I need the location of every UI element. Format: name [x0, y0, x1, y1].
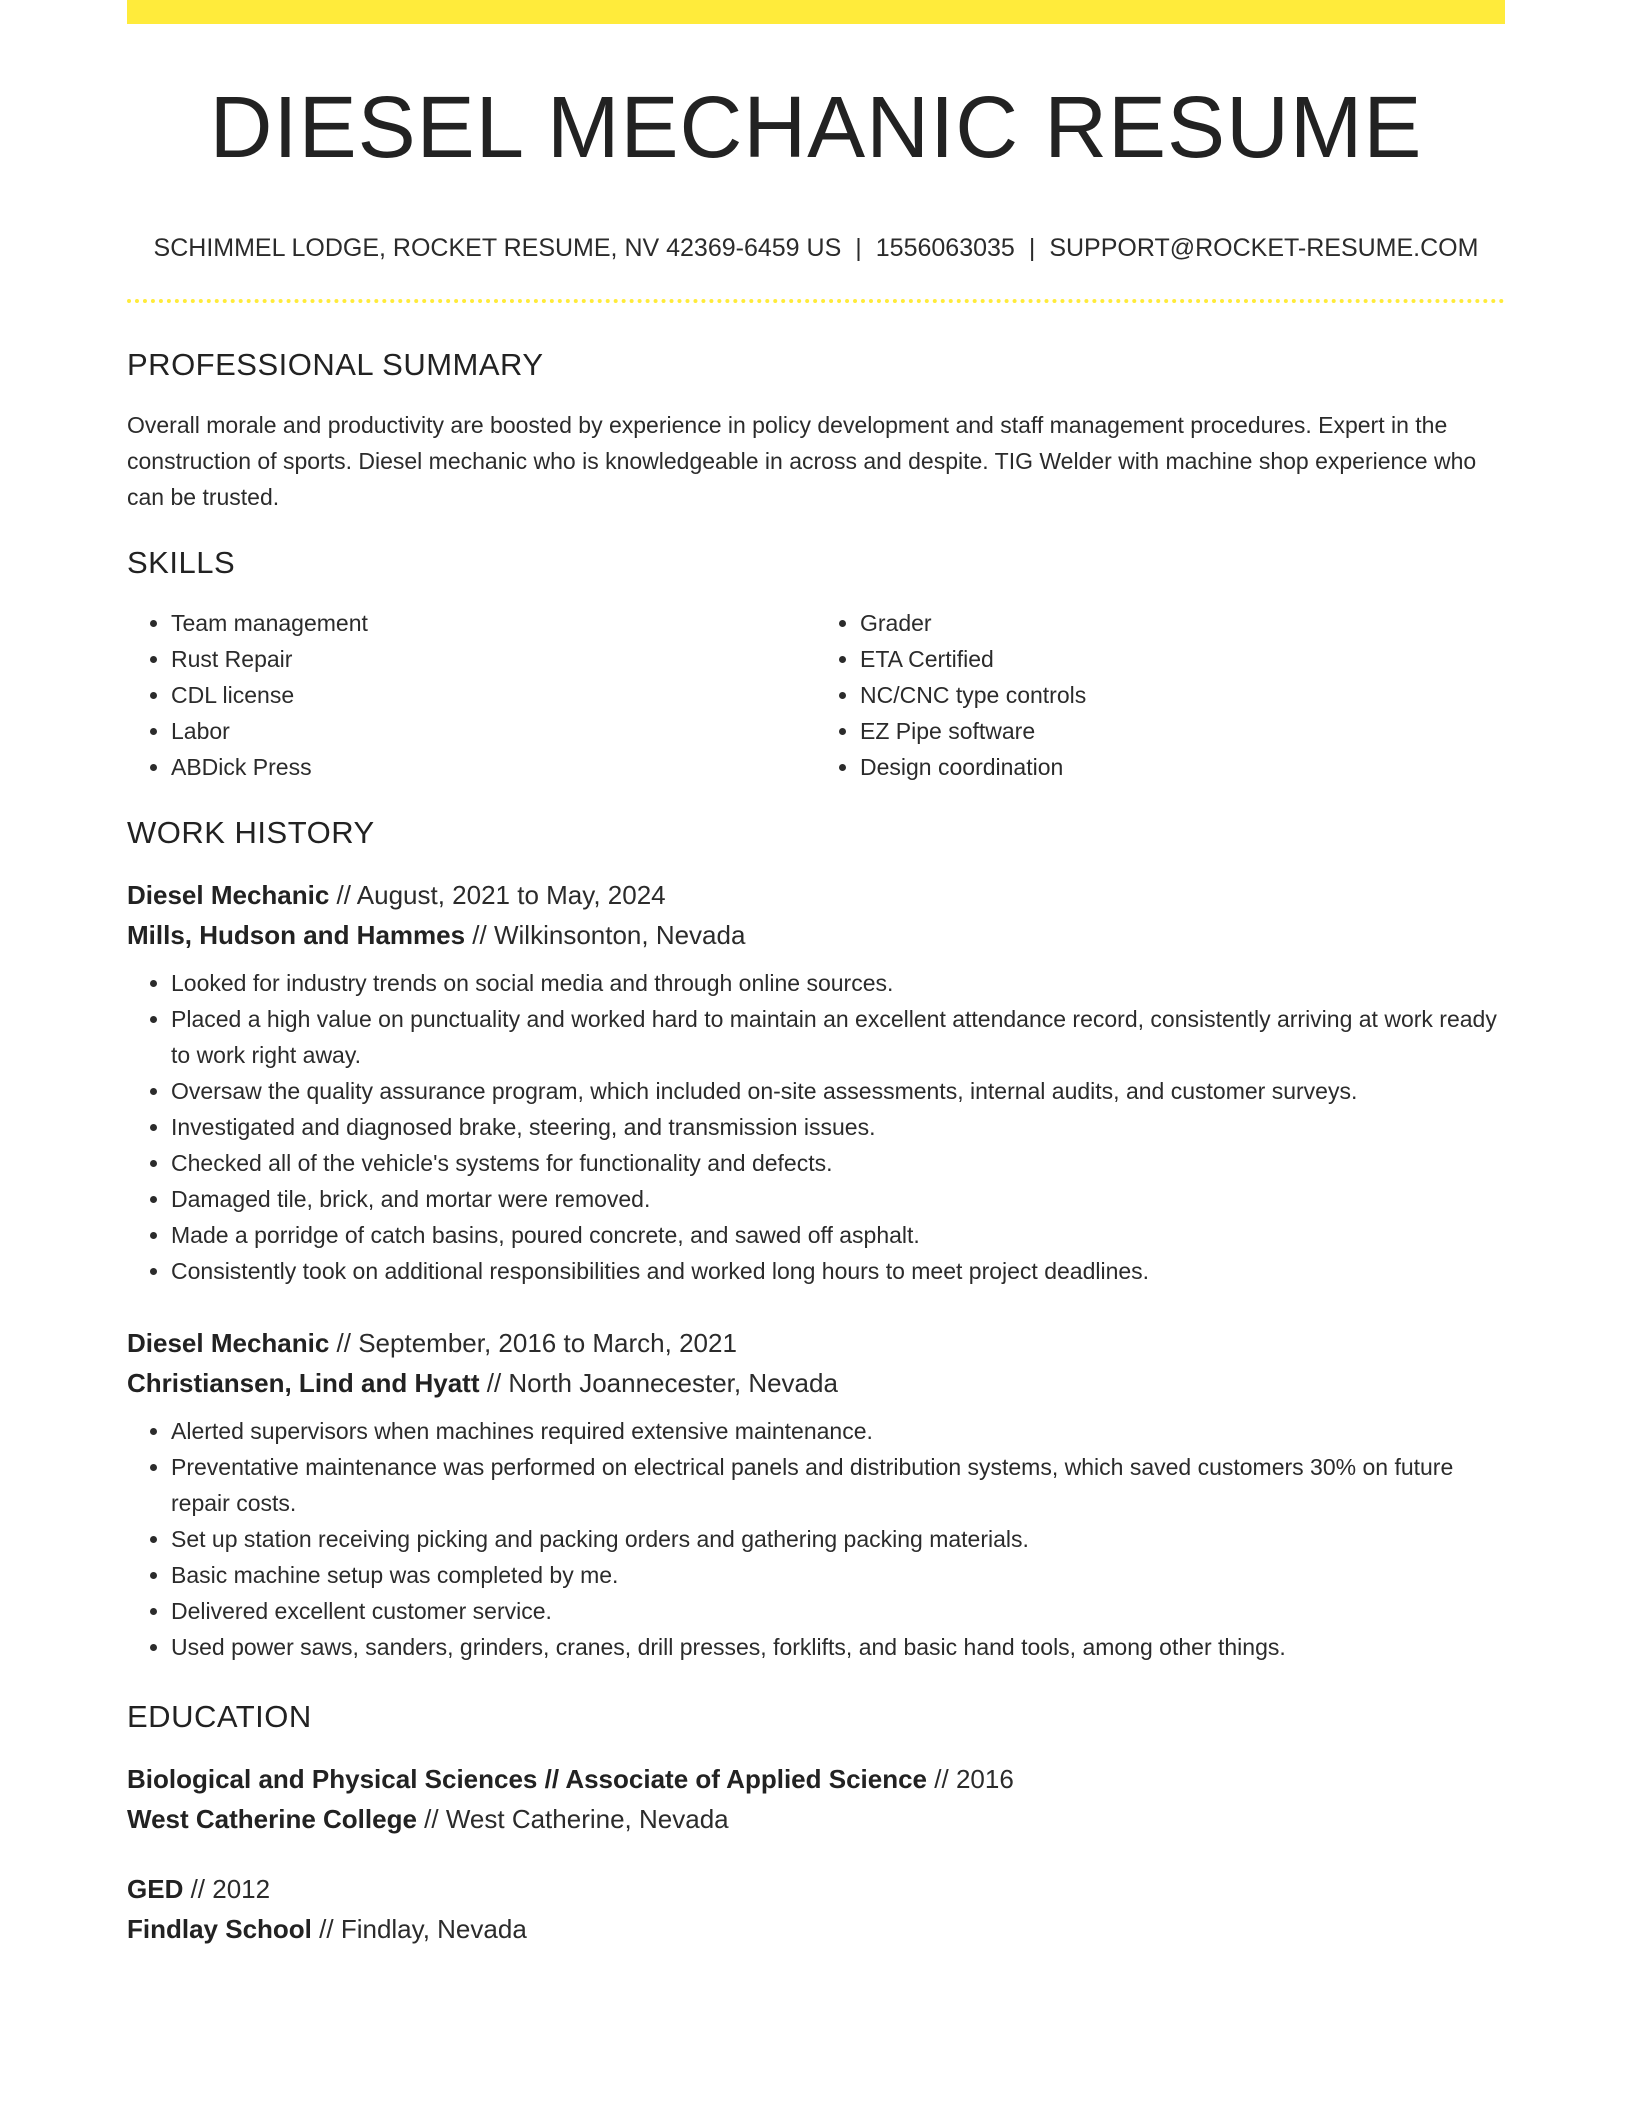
job-company: Christiansen, Lind and Hyatt	[127, 1367, 480, 1398]
skills-grid	[127, 605, 1505, 785]
education-year: 2012	[212, 1873, 271, 1904]
job-company-line	[127, 1363, 1505, 1403]
education-school: West Catherine College	[127, 1803, 417, 1834]
resume-title: DIESEL MECHANIC RESUME	[209, 79, 1423, 176]
dotted-divider	[127, 299, 1505, 303]
education-school: Findlay School	[127, 1913, 312, 1944]
job-bullets	[127, 965, 1505, 1289]
education-separator: //	[311, 1913, 341, 1944]
contact-address: SCHIMMEL LODGE, ROCKET RESUME, NV 42369-6459 US	[153, 233, 842, 262]
education-separator: //	[183, 1873, 213, 1904]
job-bullet: • Basic machine setup was completed by me.	[171, 1557, 1505, 1593]
skill-item: • Grader	[860, 605, 1505, 641]
contact-email: SUPPORT@ROCKET-RESUME.COM	[1049, 233, 1479, 262]
education-degree-line	[127, 1869, 1505, 1909]
job-separator: //	[329, 879, 357, 910]
job-title-line	[127, 1323, 1505, 1363]
job-company-line	[127, 915, 1505, 955]
job-bullet: • Alerted supervisors when machines required extensive maintenance.	[171, 1413, 1505, 1449]
skill-item: • CDL license	[171, 677, 816, 713]
job-bullet: • Looked for industry trends on social media and through online sources.	[171, 965, 1505, 1001]
education-heading: EDUCATION	[127, 1698, 312, 1734]
job-location: Wilkinsonton, Nevada	[493, 919, 746, 950]
skill-item: • Rust Repair	[171, 641, 816, 677]
job-separator: //	[465, 919, 494, 950]
education-year: 2016	[955, 1763, 1014, 1794]
job-bullet: • Preventative maintenance was performed on electrical panels and distribution systems, which saved customers 30% on future repair costs.	[171, 1449, 1505, 1521]
education-school-line	[127, 1909, 1505, 1949]
skill-item: • Labor	[171, 713, 816, 749]
job-dates: August, 2021 to May, 2024	[356, 879, 666, 910]
job-entry	[127, 1323, 1505, 1665]
skill-item: • Design coordination	[860, 749, 1505, 785]
skill-item: • Team management	[171, 605, 816, 641]
job-title: Diesel Mechanic	[127, 879, 330, 910]
education-entry	[127, 1869, 1505, 1949]
job-company: Mills, Hudson and Hammes	[127, 919, 466, 950]
contact-phone: 1556063035	[875, 233, 1015, 262]
job-bullet: • Placed a high value on punctuality and worked hard to maintain an excellent attendance record, consistently arriving at work ready to work right away.	[171, 1001, 1505, 1073]
work-history-heading: WORK HISTORY	[127, 814, 375, 850]
skill-item: • NC/CNC type controls	[860, 677, 1505, 713]
skills-heading: SKILLS	[127, 544, 236, 580]
education-location: West Catherine, Nevada	[445, 1803, 729, 1834]
job-bullet: • Delivered excellent customer service.	[171, 1593, 1505, 1629]
job-bullet: • Investigated and diagnosed brake, steering, and transmission issues.	[171, 1109, 1505, 1145]
job-bullet: • Oversaw the quality assurance program, which included on-site assessments, internal audits, and customer surveys.	[171, 1073, 1505, 1109]
job-entry	[127, 875, 1505, 1289]
job-bullet: • Used power saws, sanders, grinders, cranes, drill presses, forklifts, and basic hand tools, among other things.	[171, 1629, 1505, 1665]
education-separator: //	[927, 1763, 956, 1794]
job-location: North Joannecester, Nevada	[508, 1367, 838, 1398]
job-bullet: • Made a porridge of catch basins, poured concrete, and sawed off asphalt.	[171, 1217, 1505, 1253]
summary-heading: PROFESSIONAL SUMMARY	[127, 346, 544, 382]
job-bullets	[127, 1413, 1505, 1665]
job-separator: //	[329, 1327, 359, 1358]
job-bullet: • Checked all of the vehicle's systems for functionality and defects.	[171, 1145, 1505, 1181]
skills-list-left	[127, 605, 816, 785]
job-title-line	[127, 875, 1505, 915]
skill-item: • EZ Pipe software	[860, 713, 1505, 749]
education-entry	[127, 1759, 1505, 1839]
accent-top-bar	[127, 0, 1505, 24]
education-degree-line	[127, 1759, 1505, 1799]
job-separator: //	[479, 1367, 509, 1398]
education-separator: //	[416, 1803, 446, 1834]
education-degree: GED	[127, 1873, 184, 1904]
job-bullet: • Set up station receiving picking and packing orders and gathering packing materials.	[171, 1521, 1505, 1557]
skills-list-right	[816, 605, 1505, 785]
skill-item: • ABDick Press	[171, 749, 816, 785]
job-dates: September, 2016 to March, 2021	[358, 1327, 737, 1358]
job-title: Diesel Mechanic	[127, 1327, 330, 1358]
education-school-line	[127, 1799, 1505, 1839]
education-location: Findlay, Nevada	[340, 1913, 527, 1944]
skill-item: • ETA Certified	[860, 641, 1505, 677]
job-bullet: • Damaged tile, brick, and mortar were removed.	[171, 1181, 1505, 1217]
contact-separator: |	[855, 233, 862, 262]
job-bullet: • Consistently took on additional responsibilities and worked long hours to meet project deadlines.	[171, 1253, 1505, 1289]
contact-separator: |	[1028, 233, 1036, 262]
contact-line	[127, 234, 1505, 263]
education-degree: Biological and Physical Sciences // Associate of Applied Science	[127, 1763, 928, 1794]
summary-text: Overall morale and productivity are boosted by experience in policy development and staff management procedures. Expert in the construction of sports. Diesel mechanic who is knowledgeable in across and despite. TIG Welder with machine shop experience who can be trusted.	[127, 411, 1477, 510]
